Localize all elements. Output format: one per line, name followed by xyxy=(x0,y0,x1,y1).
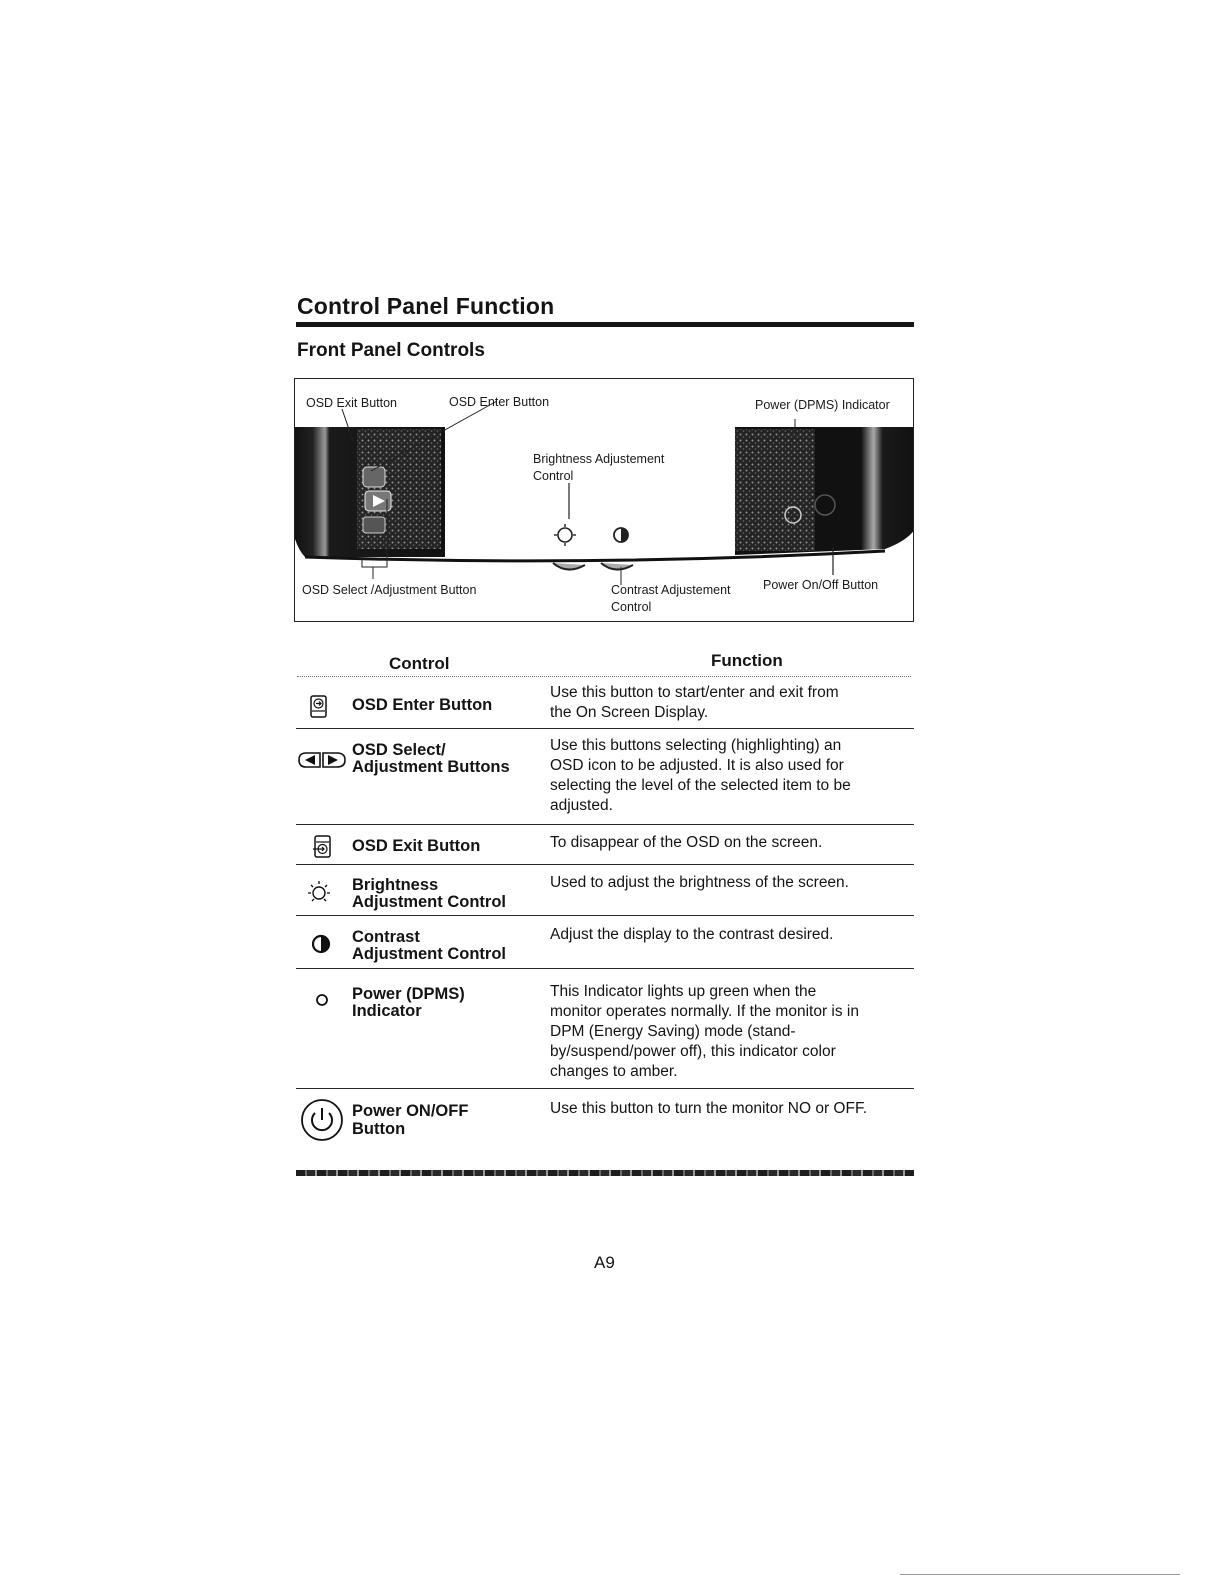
control-name: Adjustment Control xyxy=(352,893,506,911)
row-divider xyxy=(296,864,914,865)
title-rule xyxy=(296,322,914,327)
osd-enter-label: OSD Enter Button xyxy=(449,395,550,409)
function-line: monitor operates normally. If the monitor is in xyxy=(550,1003,859,1020)
function-line: Use this buttons selecting (highlighting) an xyxy=(550,737,842,754)
page-number: A9 xyxy=(594,1253,615,1272)
control-name: Contrast xyxy=(352,928,420,946)
function-line: Use this button to start/enter and exit from xyxy=(550,684,839,701)
header-rule xyxy=(297,676,911,677)
control-name: Button xyxy=(352,1120,406,1138)
function-line: OSD icon to be adjusted. It is also used for xyxy=(550,757,844,774)
osd-exit-label: OSD Exit Button xyxy=(306,396,398,410)
power-button-icon xyxy=(298,1097,346,1143)
row-divider xyxy=(296,915,914,916)
brightness-label-line2: Control xyxy=(533,469,574,483)
osd-exit-icon xyxy=(312,835,334,859)
control-name: OSD Select/ xyxy=(352,741,446,759)
function-line: Use this button to turn the monitor NO or OFF. xyxy=(550,1100,868,1117)
header-control: Control xyxy=(389,654,450,673)
osd-enter-icon xyxy=(309,695,329,719)
function-line: the On Screen Display. xyxy=(550,704,709,721)
osd-select-label: OSD Select /Adjustment Button xyxy=(302,583,477,597)
function-line: Used to adjust the brightness of the screen. xyxy=(550,874,849,891)
control-name: OSD Exit Button xyxy=(352,837,481,855)
row-divider xyxy=(296,968,914,969)
function-line: Adjust the display to the contrast desired. xyxy=(550,926,834,943)
function-line: selecting the level of the selected item to be xyxy=(550,777,851,794)
control-name: Power (DPMS) xyxy=(352,985,465,1003)
contrast-half-circle-icon xyxy=(310,933,332,955)
function-line: adjusted. xyxy=(550,797,613,814)
power-indicator-circle-icon xyxy=(314,992,330,1008)
control-name: Indicator xyxy=(352,1002,422,1020)
function-line: DPM (Energy Saving) mode (stand- xyxy=(550,1023,796,1040)
control-name: Adjustment Control xyxy=(352,945,506,963)
function-line: This Indicator lights up green when the xyxy=(550,983,817,1000)
row-divider xyxy=(296,824,914,825)
control-name: Power ON/OFF xyxy=(352,1102,469,1120)
contrast-label-line2: Control xyxy=(611,600,652,614)
footer-rule xyxy=(900,1574,1180,1575)
contrast-label-line1: Contrast Adjustement xyxy=(611,583,731,597)
control-name: OSD Enter Button xyxy=(352,696,493,714)
brightness-sun-icon xyxy=(306,879,332,905)
bottom-rule xyxy=(296,1170,914,1176)
row-divider xyxy=(296,1088,914,1089)
left-right-arrows-icon xyxy=(297,750,349,770)
function-line: To disappear of the OSD on the screen. xyxy=(550,834,823,851)
control-name: Adjustment Buttons xyxy=(352,758,510,776)
power-button-label: Power On/Off Button xyxy=(763,578,879,592)
power-indicator-label: Power (DPMS) Indicator xyxy=(755,398,890,412)
front-panel-diagram xyxy=(294,378,914,622)
page-title: Control Panel Function xyxy=(297,293,555,319)
row-divider xyxy=(296,728,914,729)
brightness-label-line1: Brightness Adjustement xyxy=(533,452,665,466)
header-function: Function xyxy=(711,651,783,670)
control-name: Brightness xyxy=(352,876,439,894)
section-title: Front Panel Controls xyxy=(297,340,485,361)
function-line: by/suspend/power off), this indicator color xyxy=(550,1043,836,1060)
function-line: changes to amber. xyxy=(550,1063,678,1080)
